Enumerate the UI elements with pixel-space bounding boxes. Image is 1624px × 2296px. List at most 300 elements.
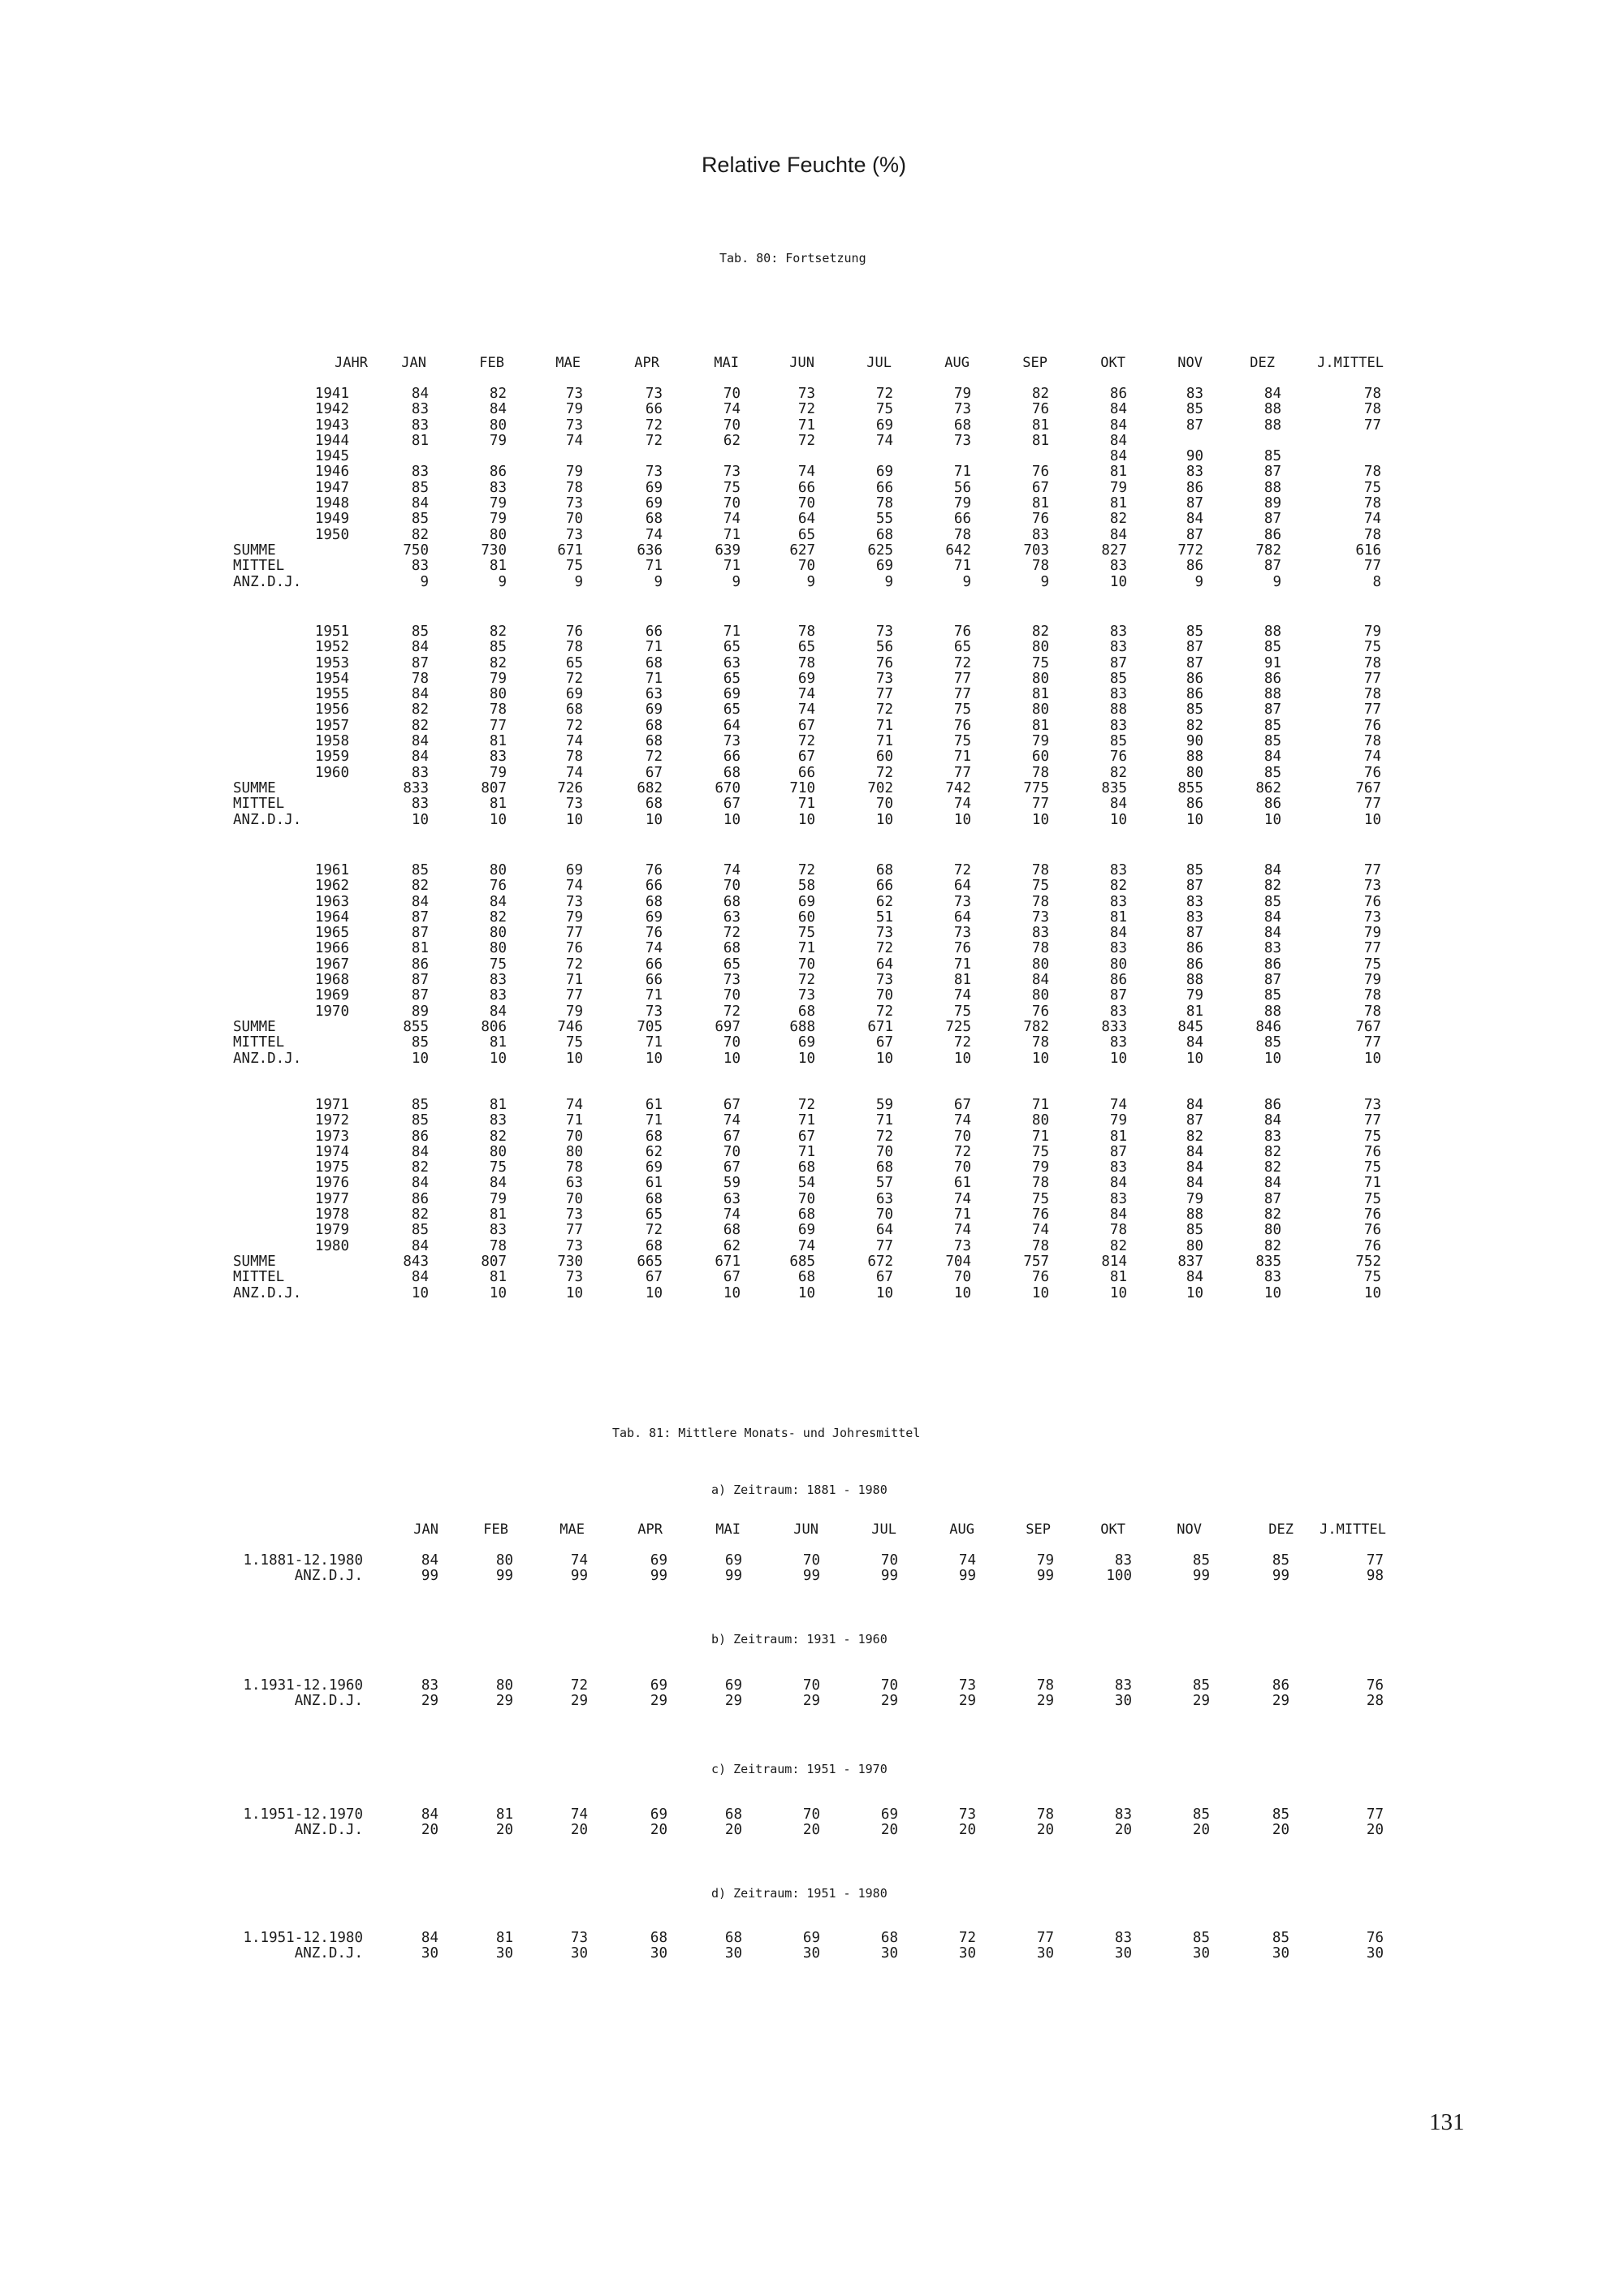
year-cell: 1974 — [314, 1143, 349, 1160]
value-cell: 69 — [797, 1222, 815, 1239]
summary-cell: 85 — [1263, 1034, 1281, 1051]
value-cell: 76 — [1031, 1206, 1049, 1224]
value-cell: 83 — [1109, 862, 1127, 878]
summary-cell: 10 — [645, 1050, 663, 1067]
value-cell: 71 — [1363, 1175, 1381, 1192]
value-cell: 87 — [1186, 925, 1203, 942]
anz-cell: 20 — [1114, 1822, 1132, 1839]
value-cell: 76 — [953, 940, 971, 957]
value-cell: 77 — [1363, 940, 1381, 957]
value-cell: 71 — [953, 464, 971, 481]
value-cell: 85 — [1109, 733, 1127, 750]
value-cell: 83 — [411, 401, 429, 418]
table-row — [0, 402, 1624, 417]
year-cell: 1977 — [314, 1190, 349, 1207]
value-cell: 85 — [411, 1097, 429, 1113]
value-cell: 81 — [495, 1930, 513, 1946]
value-cell: 72 — [875, 386, 893, 402]
summary-cell: 10 — [489, 1050, 507, 1067]
value-cell: 79 — [1363, 624, 1381, 640]
value-cell: 75 — [1031, 1143, 1049, 1160]
value-cell: 85 — [1186, 1222, 1203, 1239]
value-cell: 84 — [1263, 862, 1281, 878]
value-cell: 77 — [1366, 1806, 1384, 1823]
value-cell: 68 — [645, 733, 663, 750]
value-cell: 73 — [645, 464, 663, 481]
column-header: JAN — [413, 1521, 438, 1538]
summary-label: SUMME — [233, 1253, 276, 1270]
value-cell: 87 — [1109, 1143, 1127, 1160]
summary-cell: 704 — [945, 1253, 971, 1270]
value-cell: 73 — [797, 386, 815, 402]
value-cell: 77 — [565, 987, 583, 1004]
anz-cell: 30 — [724, 1945, 742, 1962]
summary-cell: 703 — [1023, 542, 1049, 559]
year-cell: 1949 — [314, 511, 349, 528]
value-cell: 72 — [645, 749, 663, 766]
value-cell: 74 — [1109, 1097, 1127, 1113]
anz-cell: 99 — [650, 1568, 667, 1585]
table-80-header — [0, 355, 1624, 371]
value-cell: 70 — [723, 987, 741, 1004]
anz-cell: 28 — [1366, 1693, 1384, 1710]
value-cell: 76 — [1366, 1930, 1384, 1946]
value-cell: 73 — [565, 386, 583, 402]
summary-cell: 671 — [867, 1018, 893, 1035]
value-cell: 66 — [645, 972, 663, 989]
value-cell: 74 — [565, 1097, 583, 1113]
value-cell: 74 — [1363, 511, 1381, 528]
table-row — [0, 1192, 1624, 1207]
value-cell: 80 — [1031, 701, 1049, 719]
value-cell: 79 — [489, 1190, 507, 1207]
year-cell: 1944 — [314, 432, 349, 449]
value-cell: 68 — [645, 717, 663, 734]
anz-cell: 20 — [1192, 1822, 1210, 1839]
value-cell: 68 — [797, 1159, 815, 1176]
value-cell: 64 — [723, 717, 741, 734]
summary-cell: 9 — [574, 573, 583, 590]
column-header: JUN — [789, 355, 814, 371]
value-cell: 79 — [565, 908, 583, 926]
year-cell: 1978 — [314, 1206, 349, 1224]
value-cell: 71 — [645, 1112, 663, 1129]
value-cell: 85 — [411, 1112, 429, 1129]
anz-cell: 99 — [802, 1568, 820, 1585]
value-cell: 78 — [1363, 401, 1381, 418]
value-cell: 84 — [1109, 925, 1127, 942]
value-cell: 82 — [411, 717, 429, 734]
value-cell: 76 — [875, 654, 893, 671]
summary-cell: 10 — [1363, 1284, 1381, 1301]
period-block — [0, 1807, 1624, 1839]
table-row — [0, 449, 1624, 464]
value-cell: 66 — [875, 878, 893, 895]
value-cell: 69 — [645, 1159, 663, 1176]
value-cell: 77 — [565, 925, 583, 942]
column-header: J.MITTEL — [1320, 1521, 1386, 1538]
value-cell: 84 — [1186, 1175, 1203, 1192]
value-cell: 85 — [1263, 733, 1281, 750]
value-cell: 60 — [875, 749, 893, 766]
value-cell: 85 — [1263, 717, 1281, 734]
value-cell: 55 — [875, 511, 893, 528]
value-cell: 77 — [875, 686, 893, 703]
summary-label: SUMME — [233, 1018, 276, 1035]
value-cell: 74 — [565, 432, 583, 449]
value-cell: 51 — [875, 908, 893, 926]
summary-cell: 9 — [1272, 573, 1281, 590]
value-cell: 71 — [797, 940, 815, 957]
summary-cell: 10 — [797, 811, 815, 828]
value-cell: 66 — [645, 624, 663, 640]
summe-row — [0, 781, 1624, 796]
value-cell: 83 — [1263, 1128, 1281, 1145]
value-cell: 67 — [797, 1128, 815, 1145]
value-cell: 60 — [797, 908, 815, 926]
value-cell: 80 — [1031, 1112, 1049, 1129]
anz-cell: 29 — [958, 1693, 976, 1710]
value-cell: 77 — [1363, 670, 1381, 687]
value-cell: 79 — [1186, 987, 1203, 1004]
value-cell: 87 — [1263, 701, 1281, 719]
summary-cell: 10 — [1031, 811, 1049, 828]
table-row — [0, 1004, 1624, 1020]
value-cell: 82 — [1109, 511, 1127, 528]
value-cell: 62 — [875, 893, 893, 910]
value-cell: 84 — [1109, 1175, 1127, 1192]
value-cell: 79 — [1109, 1112, 1127, 1129]
value-cell: 67 — [1031, 479, 1049, 496]
summary-cell: 70 — [723, 1034, 741, 1051]
summary-label: MITTEL — [233, 796, 285, 813]
summary-cell: 807 — [481, 1253, 507, 1270]
value-cell: 72 — [875, 1003, 893, 1020]
value-cell: 82 — [1031, 386, 1049, 402]
summary-label: ANZ.D.J. — [233, 1050, 302, 1067]
value-cell: 70 — [802, 1677, 820, 1694]
value-cell: 84 — [411, 639, 429, 656]
value-cell: 88 — [1263, 401, 1281, 418]
table-row — [0, 656, 1624, 671]
value-cell: 72 — [645, 1222, 663, 1239]
anz-cell: 20 — [495, 1822, 513, 1839]
value-cell: 86 — [1186, 479, 1203, 496]
value-cell: 57 — [875, 1175, 893, 1192]
value-cell: 82 — [1109, 764, 1127, 781]
period-anz-row — [0, 1946, 1624, 1962]
value-cell: 72 — [875, 701, 893, 719]
value-cell: 73 — [565, 526, 583, 543]
value-cell: 83 — [1109, 1159, 1127, 1176]
summary-cell: 87 — [1263, 558, 1281, 575]
anz-cell: 30 — [495, 1945, 513, 1962]
value-cell: 84 — [421, 1552, 438, 1569]
value-cell: 67 — [645, 764, 663, 781]
year-cell: 1951 — [314, 624, 349, 640]
summary-cell: 84 — [411, 1269, 429, 1286]
value-cell: 84 — [1109, 432, 1127, 449]
summary-cell: 71 — [645, 1034, 663, 1051]
summary-cell: 807 — [481, 779, 507, 796]
value-cell: 71 — [953, 749, 971, 766]
value-cell: 66 — [645, 956, 663, 973]
value-cell: 68 — [650, 1930, 667, 1946]
value-cell: 84 — [411, 686, 429, 703]
value-cell: 71 — [645, 639, 663, 656]
value-cell: 69 — [650, 1806, 667, 1823]
summe-row — [0, 1254, 1624, 1270]
value-cell: 78 — [411, 670, 429, 687]
value-cell: 79 — [1031, 1159, 1049, 1176]
value-cell: 68 — [645, 1190, 663, 1207]
summary-cell: 843 — [403, 1253, 429, 1270]
value-cell: 70 — [565, 511, 583, 528]
value-cell: 74 — [1031, 1222, 1049, 1239]
value-cell: 66 — [723, 749, 741, 766]
value-cell: 85 — [1263, 639, 1281, 656]
value-cell: 82 — [1263, 878, 1281, 895]
summary-cell: 70 — [875, 796, 893, 813]
column-header: MAE — [555, 355, 581, 371]
value-cell: 82 — [1031, 624, 1049, 640]
value-cell: 74 — [953, 1190, 971, 1207]
value-cell: 80 — [489, 686, 507, 703]
value-cell: 84 — [1186, 1159, 1203, 1176]
value-cell: 70 — [565, 1190, 583, 1207]
value-cell: 66 — [645, 878, 663, 895]
value-cell: 73 — [797, 987, 815, 1004]
value-cell: 83 — [1186, 386, 1203, 402]
anz-cell: 99 — [724, 1568, 742, 1585]
value-cell: 85 — [1186, 401, 1203, 418]
value-cell: 73 — [1363, 878, 1381, 895]
value-cell: 72 — [797, 1097, 815, 1113]
summary-cell: 71 — [645, 558, 663, 575]
value-cell: 71 — [797, 1143, 815, 1160]
value-cell: 73 — [875, 972, 893, 989]
value-cell: 78 — [489, 701, 507, 719]
table-row — [0, 1113, 1624, 1129]
summary-cell: 78 — [1031, 558, 1049, 575]
value-cell: 64 — [953, 878, 971, 895]
column-header: JAHR — [335, 355, 368, 371]
value-cell: 83 — [411, 764, 429, 781]
value-cell: 78 — [1031, 940, 1049, 957]
column-header: FEB — [483, 1521, 508, 1538]
value-cell: 64 — [953, 908, 971, 926]
value-cell: 72 — [797, 432, 815, 449]
value-cell: 77 — [953, 764, 971, 781]
value-cell: 73 — [1363, 908, 1381, 926]
value-cell: 71 — [875, 1112, 893, 1129]
value-cell: 76 — [953, 717, 971, 734]
value-cell: 79 — [489, 432, 507, 449]
value-cell: 70 — [953, 1128, 971, 1145]
year-cell: 1957 — [314, 717, 349, 734]
anz-cell: 29 — [724, 1693, 742, 1710]
value-cell: 72 — [953, 862, 971, 878]
year-cell: 1948 — [314, 495, 349, 512]
value-cell: 68 — [645, 1237, 663, 1254]
value-cell: 67 — [797, 717, 815, 734]
value-cell: 74 — [723, 862, 741, 878]
value-cell: 80 — [1186, 1237, 1203, 1254]
value-cell: 84 — [1263, 386, 1281, 402]
value-cell: 78 — [1363, 686, 1381, 703]
anz-row — [0, 575, 1624, 590]
value-cell: 80 — [1031, 987, 1049, 1004]
value-cell: 87 — [1186, 416, 1203, 434]
value-cell: 87 — [1109, 987, 1127, 1004]
summary-cell: 9 — [654, 573, 663, 590]
value-cell: 67 — [723, 1159, 741, 1176]
summary-cell: 81 — [489, 558, 507, 575]
value-cell: 56 — [875, 639, 893, 656]
value-cell: 74 — [958, 1552, 976, 1569]
value-cell: 82 — [489, 654, 507, 671]
summary-cell: 814 — [1101, 1253, 1127, 1270]
column-header: DEZ — [1268, 1521, 1294, 1538]
value-cell: 79 — [1363, 925, 1381, 942]
value-cell: 62 — [723, 432, 741, 449]
column-header: OKT — [1100, 355, 1125, 371]
value-cell: 68 — [797, 1206, 815, 1224]
summary-cell: 10 — [489, 1284, 507, 1301]
summary-cell: 10 — [411, 1284, 429, 1301]
value-cell: 83 — [1186, 464, 1203, 481]
summary-cell: 665 — [637, 1253, 663, 1270]
value-cell: 86 — [1186, 956, 1203, 973]
column-header: J.MITTEL — [1317, 355, 1384, 371]
table-row — [0, 671, 1624, 687]
summary-cell: 688 — [789, 1018, 815, 1035]
period-mean-row — [0, 1678, 1624, 1694]
summary-cell: 10 — [1186, 1284, 1203, 1301]
value-cell: 75 — [1363, 1159, 1381, 1176]
value-cell: 65 — [797, 526, 815, 543]
value-cell: 86 — [1263, 526, 1281, 543]
period-block — [0, 1931, 1624, 1962]
value-cell: 69 — [802, 1930, 820, 1946]
value-cell: 89 — [1263, 495, 1281, 512]
value-cell: 74 — [565, 764, 583, 781]
value-cell: 69 — [875, 464, 893, 481]
summary-cell: 67 — [723, 1269, 741, 1286]
summary-cell: 10 — [411, 1050, 429, 1067]
value-cell: 88 — [1263, 479, 1281, 496]
value-cell: 82 — [1263, 1159, 1281, 1176]
value-cell: 87 — [1186, 654, 1203, 671]
summary-cell: 81 — [1109, 1269, 1127, 1286]
value-cell: 89 — [411, 1003, 429, 1020]
value-cell: 80 — [1031, 956, 1049, 973]
table-row — [0, 1160, 1624, 1176]
value-cell: 78 — [565, 479, 583, 496]
value-cell: 85 — [411, 1222, 429, 1239]
summary-cell: 84 — [1186, 1269, 1203, 1286]
value-cell: 85 — [1272, 1806, 1289, 1823]
value-cell: 66 — [797, 479, 815, 496]
value-cell: 63 — [875, 1190, 893, 1207]
value-cell: 82 — [1263, 1143, 1281, 1160]
value-cell: 78 — [953, 526, 971, 543]
value-cell: 68 — [645, 654, 663, 671]
value-cell: 72 — [797, 733, 815, 750]
period-title: b) Zeitraum: 1931 - 1960 — [711, 1632, 888, 1646]
summary-cell: 835 — [1101, 779, 1127, 796]
value-cell: 61 — [645, 1097, 663, 1113]
anz-cell: 29 — [802, 1693, 820, 1710]
summary-cell: 85 — [411, 1034, 429, 1051]
value-cell: 88 — [1263, 624, 1281, 640]
value-cell: 78 — [1363, 654, 1381, 671]
summary-cell: 702 — [867, 779, 893, 796]
value-cell: 83 — [1031, 925, 1049, 942]
value-cell: 85 — [1272, 1552, 1289, 1569]
value-cell: 83 — [489, 1222, 507, 1239]
summary-cell: 782 — [1255, 542, 1281, 559]
value-cell: 85 — [1192, 1552, 1210, 1569]
value-cell: 77 — [1036, 1930, 1054, 1946]
value-cell: 77 — [565, 1222, 583, 1239]
summary-cell: 10 — [875, 811, 893, 828]
summary-cell: 10 — [411, 811, 429, 828]
anz-cell: 20 — [958, 1822, 976, 1839]
anz-cell: 30 — [802, 1945, 820, 1962]
summary-cell: 855 — [403, 1018, 429, 1035]
value-cell: 86 — [1186, 686, 1203, 703]
value-cell: 78 — [1363, 987, 1381, 1004]
summary-cell: 76 — [1031, 1269, 1049, 1286]
value-cell: 84 — [411, 495, 429, 512]
value-cell: 70 — [723, 878, 741, 895]
value-cell: 67 — [953, 1097, 971, 1113]
table-row — [0, 734, 1624, 749]
value-cell: 90 — [1186, 733, 1203, 750]
summary-cell: 70 — [953, 1269, 971, 1286]
value-cell: 68 — [645, 511, 663, 528]
summary-cell: 71 — [797, 796, 815, 813]
value-cell: 81 — [411, 940, 429, 957]
value-cell: 62 — [645, 1143, 663, 1160]
value-cell: 73 — [953, 893, 971, 910]
year-cell: 1970 — [314, 1003, 349, 1020]
table-row — [0, 719, 1624, 734]
value-cell: 80 — [495, 1552, 513, 1569]
summary-cell: 67 — [645, 1269, 663, 1286]
value-cell: 66 — [953, 511, 971, 528]
summary-cell: 77 — [1363, 558, 1381, 575]
value-cell: 79 — [1036, 1552, 1054, 1569]
value-cell: 87 — [411, 987, 429, 1004]
value-cell: 72 — [645, 432, 663, 449]
value-cell: 73 — [645, 386, 663, 402]
value-cell: 78 — [1363, 733, 1381, 750]
year-cell: 1976 — [314, 1175, 349, 1192]
value-cell: 72 — [797, 401, 815, 418]
year-cell: 1966 — [314, 940, 349, 957]
value-cell: 83 — [1186, 893, 1203, 910]
value-cell: 75 — [489, 956, 507, 973]
value-cell: 71 — [723, 624, 741, 640]
summary-cell: 10 — [565, 1284, 583, 1301]
year-cell: 1955 — [314, 686, 349, 703]
value-cell: 75 — [1363, 956, 1381, 973]
value-cell: 75 — [1363, 1128, 1381, 1145]
value-cell: 83 — [489, 972, 507, 989]
value-cell: 86 — [411, 956, 429, 973]
